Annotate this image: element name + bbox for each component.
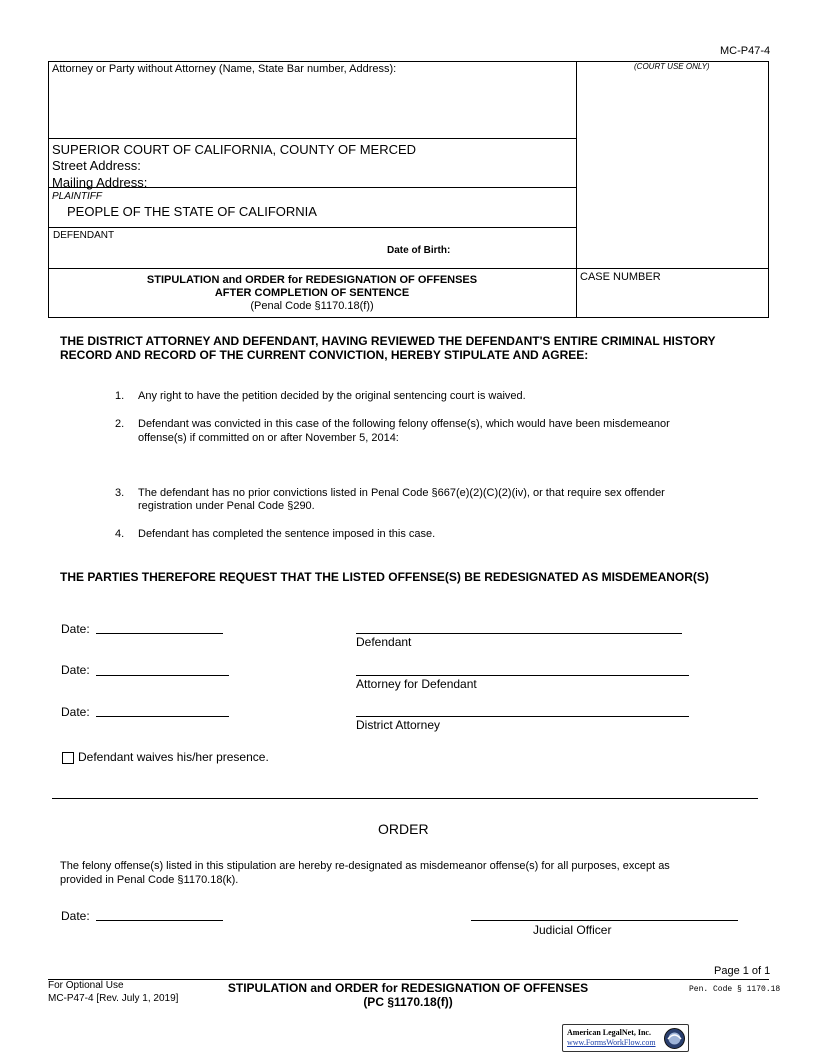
footer-title-line1: STIPULATION and ORDER for REDESIGNATION OF OFFENSES	[227, 981, 589, 995]
footer-title-line2: (PC §1170.18(f))	[363, 995, 453, 1009]
footer-rule	[48, 979, 769, 980]
date-label-attorney: Date:	[61, 663, 90, 677]
footer-code-ref: Pen. Code § 1170.18	[689, 985, 781, 994]
defendant-signature-label: Defendant	[356, 635, 412, 649]
legalnet-logo	[562, 1024, 689, 1052]
date-line-da[interactable]	[96, 716, 229, 717]
court-name: SUPERIOR COURT OF CALIFORNIA, COUNTY OF MERCED	[52, 142, 417, 157]
form-id: MC-P47-4	[720, 45, 771, 57]
order-heading: ORDER	[378, 821, 429, 837]
item-2-number: 2.	[115, 418, 125, 430]
waiver-label: Defendant waives his/her presence.	[78, 750, 269, 764]
da-signature-label: District Attorney	[356, 718, 441, 732]
item-2-text-line1: Defendant was convicted in this case of the following felony offense(s), which would have been misdemeanor	[138, 418, 670, 430]
item-4-text: Defendant has completed the sentence imposed in this case.	[138, 528, 436, 540]
intro-line2: RECORD AND RECORD OF THE CURRENT CONVICTION, HEREBY STIPULATE AND AGREE:	[60, 348, 589, 362]
plaintiff-name: PEOPLE OF THE STATE OF CALIFORNIA	[67, 204, 317, 219]
defendant-signature-line[interactable]	[356, 633, 682, 634]
order-text-line1: The felony offense(s) listed in this stipulation are hereby re-designated as misdemeanor offense(s) for all purposes, except as	[60, 860, 670, 872]
mailing-address-label: Mailing Address:	[52, 175, 148, 190]
street-address-label: Street Address:	[52, 158, 141, 173]
judicial-officer-label: Judicial Officer	[533, 923, 612, 937]
item-3-number: 3.	[115, 487, 125, 499]
defendant-label: DEFENDANT	[53, 230, 115, 241]
attorney-signature-line[interactable]	[356, 675, 689, 676]
attorney-signature-label: Attorney for Defendant	[356, 677, 477, 691]
item-1-number: 1.	[115, 390, 125, 402]
globe-icon	[663, 1027, 686, 1050]
form-title-line3: (Penal Code §1170.18(f))	[250, 300, 374, 312]
intro-line1: THE DISTRICT ATTORNEY AND DEFENDANT, HAVING REVIEWED THE DEFENDANT'S ENTIRE CRIMINAL HISTORY	[60, 334, 716, 348]
logo-url[interactable]: www.FormsWorkFlow.com	[567, 1038, 656, 1047]
date-line-defendant[interactable]	[96, 633, 223, 634]
divider-attorney	[48, 138, 576, 139]
da-signature-line[interactable]	[356, 716, 689, 717]
dob-label: Date of Birth:	[387, 245, 451, 256]
divider-plaintiff	[48, 227, 576, 228]
form-title-line1: STIPULATION and ORDER for REDESIGNATION OF OFFENSES	[146, 274, 478, 286]
date-line-attorney[interactable]	[96, 675, 229, 676]
item-1-text: Any right to have the petition decided by the original sentencing court is waived.	[138, 390, 526, 402]
order-date-label: Date:	[61, 909, 90, 923]
case-number-label: CASE NUMBER	[580, 271, 661, 283]
item-3-text-line2: registration under Penal Code §290.	[138, 500, 315, 512]
attorney-label: Attorney or Party without Attorney (Name, State Bar number, Address):	[52, 63, 397, 75]
divider-defendant	[48, 268, 768, 269]
order-text-line2: provided in Penal Code §1170.18(k).	[60, 874, 239, 886]
date-label-da: Date:	[61, 705, 90, 719]
item-2-text-line2: offense(s) if committed on or after November 5, 2014:	[138, 432, 399, 444]
plaintiff-label: PLAINTIFF	[52, 191, 103, 202]
order-date-line[interactable]	[96, 920, 223, 921]
item-4-number: 4.	[115, 528, 125, 540]
order-separator	[52, 798, 758, 799]
footer-optional-use: For Optional Use	[48, 980, 124, 991]
item-3-text-line1: The defendant has no prior convictions listed in Penal Code §667(e)(2)(C)(2)(iv), or that require sex offender	[138, 487, 665, 499]
page-number: Page 1 of 1	[714, 965, 771, 977]
form-title-line2: AFTER COMPLETION OF SENTENCE	[214, 287, 410, 299]
footer-revision: MC-P47-4 [Rev. July 1, 2019]	[48, 993, 179, 1004]
judicial-officer-signature-line[interactable]	[471, 920, 738, 921]
request-heading: THE PARTIES THEREFORE REQUEST THAT THE LISTED OFFENSE(S) BE REDESIGNATED AS MISDEMEANOR(S)	[60, 570, 709, 584]
date-label-defendant: Date:	[61, 622, 90, 636]
logo-company-name: American LegalNet, Inc.	[567, 1028, 651, 1037]
waiver-checkbox[interactable]	[62, 752, 74, 764]
caption-divider	[576, 61, 577, 317]
court-use-label: (COURT USE ONLY)	[634, 62, 710, 71]
